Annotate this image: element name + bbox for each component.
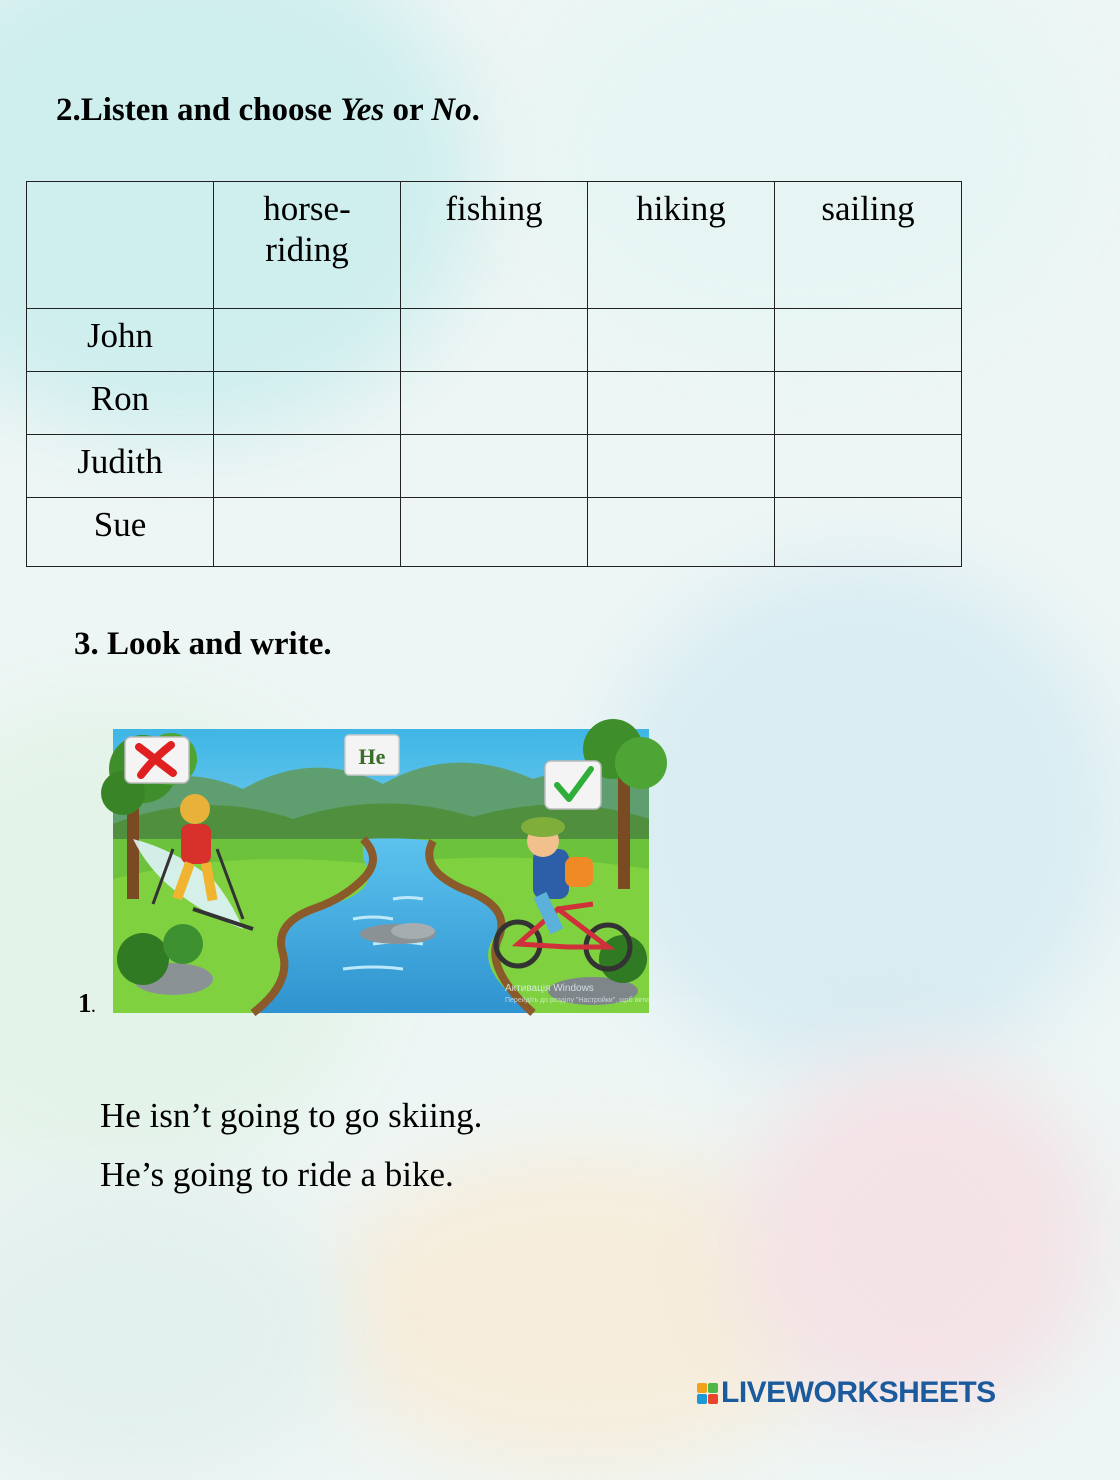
row-label-sue: Sue: [27, 498, 214, 567]
answer-cell[interactable]: [401, 498, 588, 567]
windows-watermark-title: Активація Windows: [505, 983, 594, 994]
answer-sentence-1: He isn’t going to go skiing.: [100, 1096, 483, 1135]
table-row: [27, 498, 962, 567]
answer-cell[interactable]: [401, 309, 588, 372]
exercise-picture: [113, 729, 703, 1013]
answer-sentence-2: He’s going to ride a bike.: [100, 1155, 454, 1194]
table-header-cell-empty: [27, 182, 214, 309]
liveworksheets-logo-icon: [697, 1383, 718, 1404]
answer-cell[interactable]: [214, 309, 401, 372]
section-3-title: 3. Look and write.: [74, 626, 332, 662]
exercise-number: 1.: [78, 988, 96, 1018]
row-label-judith: Judith: [27, 435, 214, 498]
answer-cell[interactable]: [775, 498, 962, 567]
table-header-cell-horse-riding: horse- riding: [214, 182, 401, 309]
answer-cell[interactable]: [214, 435, 401, 498]
answer-cell[interactable]: [401, 372, 588, 435]
answer-cell[interactable]: [401, 435, 588, 498]
section-2-title: 2.Listen and choose Yes or No.: [56, 92, 480, 128]
liveworksheets-logo: [697, 1376, 996, 1410]
table-header-cell-fishing: fishing: [401, 182, 588, 309]
answer-cell[interactable]: [588, 435, 775, 498]
table-header-cell-hiking: hiking: [588, 182, 775, 309]
table-header-row: [27, 182, 962, 309]
table-row: [27, 435, 962, 498]
answer-cell[interactable]: [775, 309, 962, 372]
answer-cell[interactable]: [214, 498, 401, 567]
activities-table: [26, 181, 962, 567]
row-label-ron: Ron: [27, 372, 214, 435]
answer-cell[interactable]: [588, 309, 775, 372]
table-row: [27, 309, 962, 372]
answer-cell[interactable]: [775, 435, 962, 498]
table-header-cell-sailing: sailing: [775, 182, 962, 309]
answer-cell[interactable]: [214, 372, 401, 435]
answer-cell[interactable]: [775, 372, 962, 435]
liveworksheets-logo-text: LIVEWORKSHEETS: [721, 1376, 996, 1409]
answer-cell[interactable]: [588, 372, 775, 435]
picture-label: He: [358, 744, 386, 769]
answer-cell[interactable]: [588, 498, 775, 567]
table-row: [27, 372, 962, 435]
windows-watermark-text: Перейдіть до розділу "Настройки", щоб активувати Windows.: [505, 997, 703, 1004]
row-label-john: John: [27, 309, 214, 372]
